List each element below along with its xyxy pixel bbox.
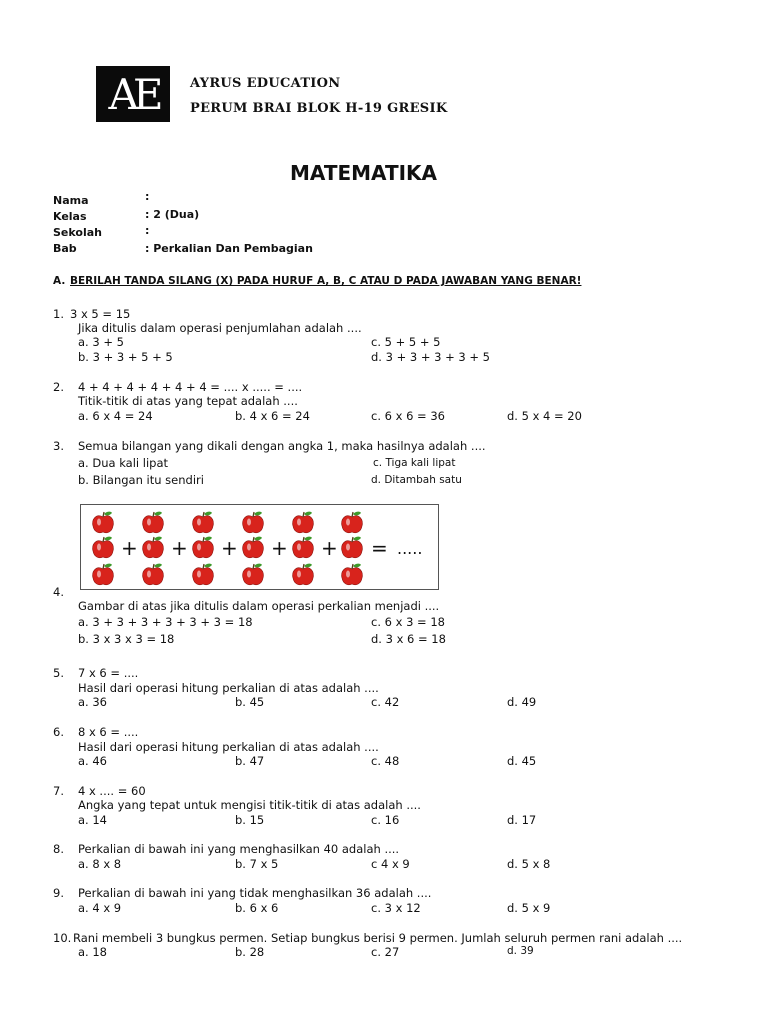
q8-option-a[interactable]: a. 8 x 8 bbox=[78, 857, 122, 871]
q6-option-a[interactable]: a. 46 bbox=[78, 754, 107, 768]
q5-option-b[interactable]: b. 45 bbox=[235, 695, 265, 709]
q2-number: 2. bbox=[53, 380, 64, 394]
value-nama: : bbox=[145, 190, 150, 203]
apple-icon bbox=[243, 512, 264, 533]
q9-option-b[interactable]: b. 6 x 6 bbox=[235, 901, 279, 915]
q9-number: 9. bbox=[53, 886, 64, 900]
q1-option-a[interactable]: a. 3 + 5 bbox=[78, 335, 124, 349]
q10-number: 10. bbox=[53, 931, 72, 945]
q5-option-d[interactable]: d. 49 bbox=[507, 695, 537, 709]
apple-icon bbox=[193, 512, 214, 533]
q7-option-b[interactable]: b. 15 bbox=[235, 813, 265, 827]
q4-option-a[interactable]: a. 3 + 3 + 3 + 3 + 3 + 3 = 18 bbox=[78, 615, 253, 629]
label-kelas: Kelas bbox=[53, 210, 87, 223]
q4-option-b[interactable]: b. 3 x 3 x 3 = 18 bbox=[78, 632, 175, 646]
q4-number: 4. bbox=[53, 585, 64, 599]
q10-option-b[interactable]: b. 28 bbox=[235, 945, 265, 959]
q7-prompt: Angka yang tepat untuk mengisi titik-titik di atas adalah .... bbox=[78, 798, 421, 812]
q3-option-d[interactable]: d. Ditambah satu bbox=[371, 474, 462, 486]
q8-option-c[interactable]: c 4 x 9 bbox=[371, 857, 410, 871]
q3-line1: Semua bilangan yang dikali dengan angka 1, maka hasilnya adalah .... bbox=[78, 439, 486, 453]
q7-option-a[interactable]: a. 14 bbox=[78, 813, 107, 827]
q6-prompt: Hasil dari operasi hitung perkalian di atas adalah .... bbox=[78, 740, 379, 754]
apple-icon bbox=[243, 564, 264, 585]
q6-option-c[interactable]: c. 48 bbox=[371, 754, 400, 768]
logo bbox=[96, 66, 170, 122]
q3-number: 3. bbox=[53, 439, 64, 453]
apple-icon bbox=[293, 512, 314, 533]
apple-icon bbox=[293, 537, 314, 558]
org-address: PERUM BRAI BLOK H-19 GRESIK bbox=[190, 101, 448, 116]
q5-number: 5. bbox=[53, 666, 64, 680]
page-title: MATEMATIKA bbox=[290, 161, 438, 185]
q5-line1: 7 x 6 = .... bbox=[78, 666, 139, 680]
q6-number: 6. bbox=[53, 725, 64, 739]
q2-prompt: Titik-titik di atas yang tepat adalah .... bbox=[78, 394, 298, 408]
label-nama: Nama bbox=[53, 194, 89, 207]
q4-option-c[interactable]: c. 6 x 3 = 18 bbox=[371, 615, 445, 629]
q5-option-a[interactable]: a. 36 bbox=[78, 695, 107, 709]
figure-plus-2: + bbox=[171, 536, 188, 560]
q1-number: 1. bbox=[53, 307, 64, 321]
q7-option-c[interactable]: c. 16 bbox=[371, 813, 400, 827]
q1-prompt: Jika ditulis dalam operasi penjumlahan adalah .... bbox=[78, 321, 362, 335]
apple-icon bbox=[93, 537, 114, 558]
value-kelas: : 2 (Dua) bbox=[145, 208, 200, 221]
q3-option-a[interactable]: a. Dua kali lipat bbox=[78, 456, 169, 470]
q6-line1: 8 x 6 = .... bbox=[78, 725, 139, 739]
q2-option-d[interactable]: d. 5 x 4 = 20 bbox=[507, 409, 582, 423]
apple-icon bbox=[143, 512, 164, 533]
apple-icon bbox=[342, 537, 363, 558]
q9-line1: Perkalian di bawah ini yang tidak menghasilkan 36 adalah .... bbox=[78, 886, 432, 900]
q7-number: 7. bbox=[53, 784, 64, 798]
q2-option-c[interactable]: c. 6 x 6 = 36 bbox=[371, 409, 445, 423]
apple-icon bbox=[243, 537, 264, 558]
logo-text: AE bbox=[108, 69, 158, 119]
q8-line1: Perkalian di bawah ini yang menghasilkan 40 adalah .... bbox=[78, 842, 400, 856]
apple-icon bbox=[193, 537, 214, 558]
q4-option-d[interactable]: d. 3 x 6 = 18 bbox=[371, 632, 446, 646]
q8-option-d[interactable]: d. 5 x 8 bbox=[507, 857, 551, 871]
q7-line1: 4 x .... = 60 bbox=[78, 784, 146, 798]
q9-option-a[interactable]: a. 4 x 9 bbox=[78, 901, 122, 915]
q10-option-d[interactable]: d. 39 bbox=[507, 945, 534, 957]
apple-icon bbox=[293, 564, 314, 585]
section-letter: A. bbox=[53, 275, 66, 287]
apple-icon bbox=[93, 564, 114, 585]
q9-option-c[interactable]: c. 3 x 12 bbox=[371, 901, 421, 915]
q8-option-b[interactable]: b. 7 x 5 bbox=[235, 857, 279, 871]
q6-option-d[interactable]: d. 45 bbox=[507, 754, 537, 768]
label-sekolah: Sekolah bbox=[53, 226, 102, 239]
q10-line1: Rani membeli 3 bungkus permen. Setiap bungkus berisi 9 permen. Jumlah seluruh permen rani adalah .... bbox=[73, 931, 683, 945]
figure-result: ..... bbox=[397, 539, 423, 558]
q5-prompt: Hasil dari operasi hitung perkalian di atas adalah .... bbox=[78, 681, 379, 695]
figure-equals: = bbox=[371, 536, 388, 560]
q2-option-b[interactable]: b. 4 x 6 = 24 bbox=[235, 409, 310, 423]
section-instruction: BERILAH TANDA SILANG (X) PADA HURUF A, B, C ATAU D PADA JAWABAN YANG BENAR! bbox=[70, 275, 582, 287]
q6-option-b[interactable]: b. 47 bbox=[235, 754, 265, 768]
figure-plus-3: + bbox=[221, 536, 238, 560]
apple-icon bbox=[143, 537, 164, 558]
apple-icon bbox=[342, 564, 363, 585]
q2-line1: 4 + 4 + 4 + 4 + 4 + 4 = .... x ..... = .... bbox=[78, 380, 303, 394]
q7-option-d[interactable]: d. 17 bbox=[507, 813, 537, 827]
q5-option-c[interactable]: c. 42 bbox=[371, 695, 400, 709]
apple-icon bbox=[342, 512, 363, 533]
q10-option-c[interactable]: c. 27 bbox=[371, 945, 400, 959]
q1-line1: 3 x 5 = 15 bbox=[70, 307, 131, 321]
label-bab: Bab bbox=[53, 242, 77, 255]
apple-icon bbox=[93, 512, 114, 533]
q10-option-a[interactable]: a. 18 bbox=[78, 945, 107, 959]
figure-plus-5: + bbox=[321, 536, 338, 560]
apple-icon bbox=[193, 564, 214, 585]
q3-option-c[interactable]: c. Tiga kali lipat bbox=[373, 457, 456, 469]
apple-figure bbox=[80, 504, 439, 590]
q8-number: 8. bbox=[53, 842, 64, 856]
value-bab: : Perkalian Dan Pembagian bbox=[145, 242, 313, 255]
q4-prompt: Gambar di atas jika ditulis dalam operasi perkalian menjadi .... bbox=[78, 599, 440, 613]
apple-icon bbox=[143, 564, 164, 585]
q1-option-b[interactable]: b. 3 + 3 + 5 + 5 bbox=[78, 350, 173, 364]
figure-plus-4: + bbox=[271, 536, 288, 560]
value-sekolah: : bbox=[145, 224, 150, 237]
q3-option-b[interactable]: b. Bilangan itu sendiri bbox=[78, 473, 204, 487]
q2-option-a[interactable]: a. 6 x 4 = 24 bbox=[78, 409, 153, 423]
q9-option-d[interactable]: d. 5 x 9 bbox=[507, 901, 551, 915]
org-name: AYRUS EDUCATION bbox=[190, 76, 341, 91]
q1-option-c[interactable]: c. 5 + 5 + 5 bbox=[371, 335, 441, 349]
figure-plus-1: + bbox=[121, 536, 138, 560]
q1-option-d[interactable]: d. 3 + 3 + 3 + 3 + 5 bbox=[371, 350, 490, 364]
